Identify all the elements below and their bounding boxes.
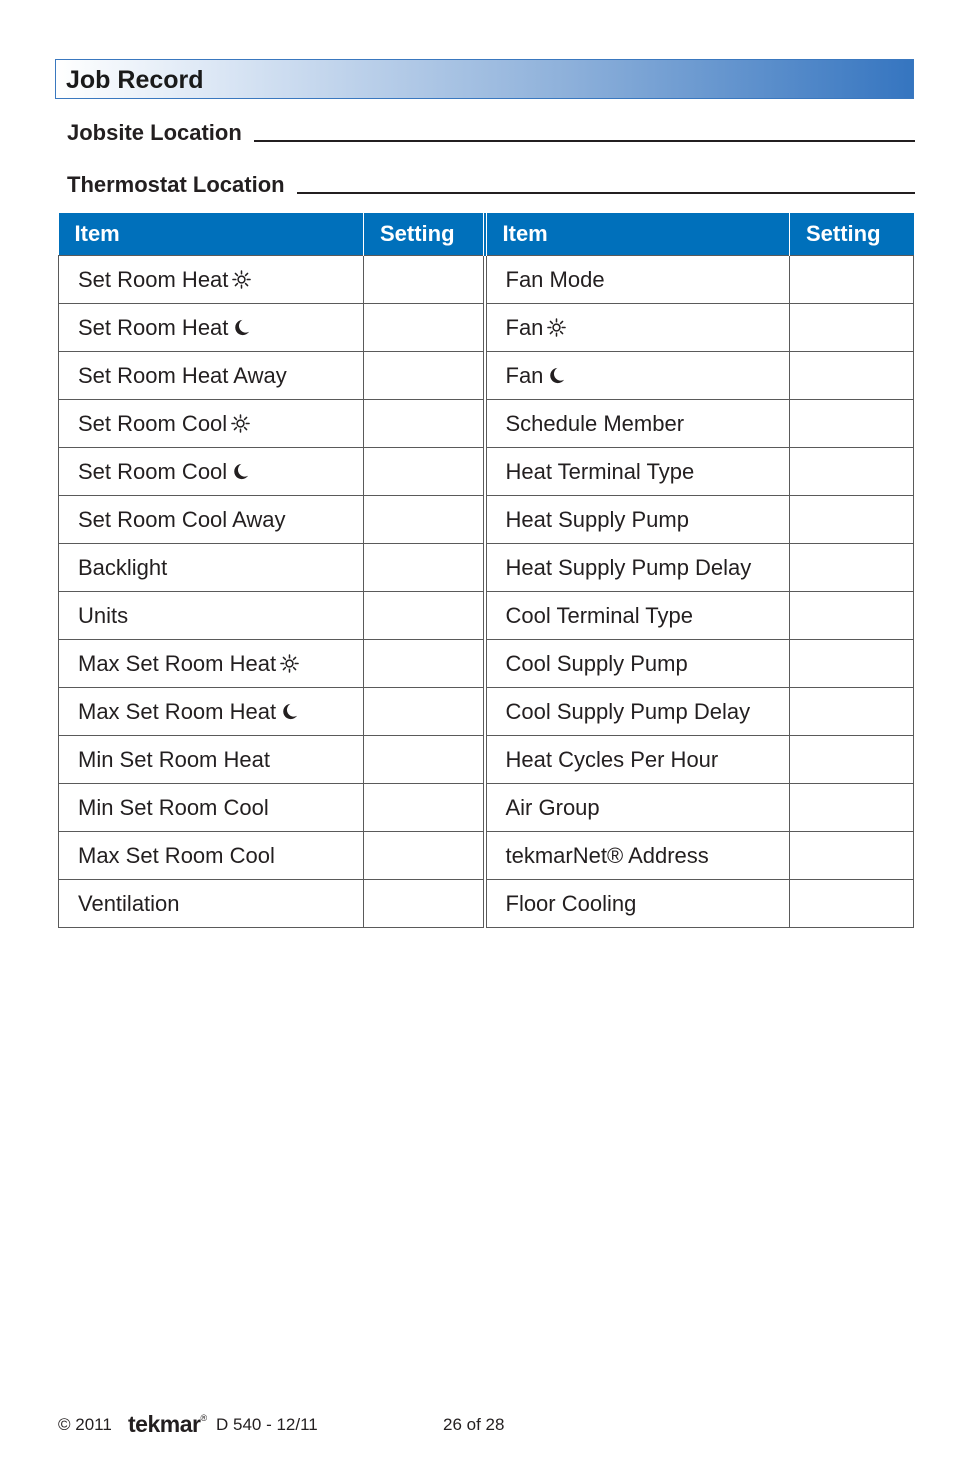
setting-cell[interactable] — [790, 688, 914, 736]
setting-cell[interactable] — [364, 496, 485, 544]
item-cell — [59, 352, 364, 400]
sun-icon — [547, 317, 566, 336]
item-cell — [485, 640, 790, 688]
header-item-right: Item — [485, 213, 790, 256]
item-label: Max Set Room Cool — [78, 842, 275, 868]
thermostat-location-blank — [297, 192, 915, 194]
item-label: Heat Supply Pump Delay — [505, 554, 752, 580]
table-row — [59, 592, 914, 640]
setting-cell[interactable] — [364, 640, 485, 688]
item-label: Min Set Room Cool — [78, 794, 269, 820]
setting-cell[interactable] — [364, 784, 485, 832]
setting-cell[interactable] — [790, 544, 914, 592]
sun-icon — [280, 653, 299, 672]
jobsite-location-label: Jobsite Location — [67, 120, 242, 145]
setting-cell[interactable] — [790, 880, 914, 928]
table-row — [59, 784, 914, 832]
moon-icon — [280, 701, 299, 720]
setting-cell[interactable] — [364, 736, 485, 784]
item-label: Min Set Room Heat — [78, 746, 270, 772]
setting-cell[interactable] — [790, 304, 914, 352]
section-title: Job Record — [66, 66, 204, 94]
table-row — [59, 496, 914, 544]
table-row — [59, 736, 914, 784]
item-cell — [59, 400, 364, 448]
item-cell — [485, 784, 790, 832]
item-cell — [59, 832, 364, 880]
item-cell — [59, 496, 364, 544]
setting-cell[interactable] — [364, 352, 485, 400]
item-label: Floor Cooling — [505, 890, 637, 916]
setting-cell[interactable] — [790, 832, 914, 880]
setting-cell[interactable] — [790, 736, 914, 784]
job-record-table — [58, 213, 914, 928]
setting-cell[interactable] — [790, 784, 914, 832]
item-cell — [485, 736, 790, 784]
moon-icon — [232, 317, 251, 336]
item-label: Heat Supply Pump — [505, 506, 689, 532]
header-setting-right: Setting — [790, 213, 914, 256]
setting-cell[interactable] — [790, 400, 914, 448]
setting-cell[interactable] — [364, 688, 485, 736]
item-cell — [59, 688, 364, 736]
setting-cell[interactable] — [790, 592, 914, 640]
item-cell — [485, 448, 790, 496]
item-cell — [485, 496, 790, 544]
moon-icon — [547, 365, 566, 384]
item-label: Units — [78, 602, 129, 628]
item-cell — [485, 544, 790, 592]
thermostat-location-line — [67, 172, 915, 198]
setting-cell[interactable] — [790, 496, 914, 544]
item-label: Set Room Heat — [78, 314, 229, 340]
setting-cell[interactable] — [364, 304, 485, 352]
item-label: Set Room Heat Away — [78, 362, 287, 388]
setting-cell[interactable] — [790, 448, 914, 496]
jobsite-location-blank — [254, 140, 915, 142]
brand-registered-mark: ® — [200, 1413, 207, 1423]
setting-cell[interactable] — [364, 400, 485, 448]
setting-cell[interactable] — [364, 832, 485, 880]
setting-cell[interactable] — [790, 256, 914, 304]
item-cell — [485, 304, 790, 352]
setting-cell[interactable] — [364, 544, 485, 592]
item-cell — [59, 304, 364, 352]
item-label: Fan Mode — [505, 266, 605, 292]
item-label: Max Set Room Heat — [78, 698, 277, 724]
item-cell — [59, 880, 364, 928]
thermostat-location-label: Thermostat Location — [67, 172, 285, 197]
item-cell — [485, 880, 790, 928]
item-label: tekmarNet® Address — [505, 842, 709, 868]
item-label: Schedule Member — [505, 410, 685, 436]
brand-name: tekmar — [128, 1411, 201, 1437]
table-row — [59, 832, 914, 880]
item-cell — [59, 448, 364, 496]
table-row — [59, 544, 914, 592]
item-cell — [485, 352, 790, 400]
item-cell — [59, 784, 364, 832]
table-row — [59, 400, 914, 448]
table-row — [59, 352, 914, 400]
setting-cell[interactable] — [364, 256, 485, 304]
footer-copyright: © 2011 — [58, 1415, 112, 1434]
item-label: Set Room Cool — [78, 458, 228, 484]
section-header — [55, 59, 914, 99]
table-body — [59, 256, 914, 928]
item-cell — [485, 256, 790, 304]
setting-cell[interactable] — [364, 448, 485, 496]
item-cell — [485, 400, 790, 448]
item-label: Heat Terminal Type — [505, 458, 695, 484]
item-label: Heat Cycles Per Hour — [505, 746, 719, 772]
table-row — [59, 256, 914, 304]
setting-cell[interactable] — [364, 592, 485, 640]
item-label: Fan — [505, 314, 544, 340]
item-label: Cool Terminal Type — [505, 602, 694, 628]
sun-icon — [232, 269, 251, 288]
jobsite-location-line — [67, 120, 915, 146]
brand-logo — [128, 1411, 207, 1438]
footer-page-number: 26 of 28 — [443, 1415, 505, 1434]
item-label: Max Set Room Heat — [78, 650, 277, 676]
setting-cell[interactable] — [790, 352, 914, 400]
header-item-left: Item — [59, 213, 364, 256]
item-label: Set Room Heat — [78, 266, 229, 292]
item-label: Cool Supply Pump — [505, 650, 688, 676]
item-cell — [59, 544, 364, 592]
item-label: Backlight — [78, 554, 168, 580]
table-row — [59, 304, 914, 352]
item-cell — [485, 832, 790, 880]
table-row — [59, 640, 914, 688]
item-label: Air Group — [505, 794, 600, 820]
item-cell — [59, 256, 364, 304]
item-cell — [59, 592, 364, 640]
item-label: Set Room Cool Away — [78, 506, 286, 532]
item-cell — [59, 736, 364, 784]
item-cell — [485, 592, 790, 640]
footer-doc-id: D 540 - 12/11 — [216, 1415, 318, 1434]
item-label: Cool Supply Pump Delay — [505, 698, 751, 724]
item-cell — [59, 640, 364, 688]
table-header-row — [59, 213, 914, 256]
moon-icon — [231, 461, 250, 480]
table-row — [59, 880, 914, 928]
header-setting-left: Setting — [364, 213, 485, 256]
item-label: Fan — [505, 362, 544, 388]
table-row — [59, 448, 914, 496]
item-label: Set Room Cool — [78, 410, 228, 436]
setting-cell[interactable] — [364, 880, 485, 928]
sun-icon — [231, 413, 250, 432]
item-label: Ventilation — [78, 890, 180, 916]
setting-cell[interactable] — [790, 640, 914, 688]
table-row — [59, 688, 914, 736]
item-cell — [485, 688, 790, 736]
